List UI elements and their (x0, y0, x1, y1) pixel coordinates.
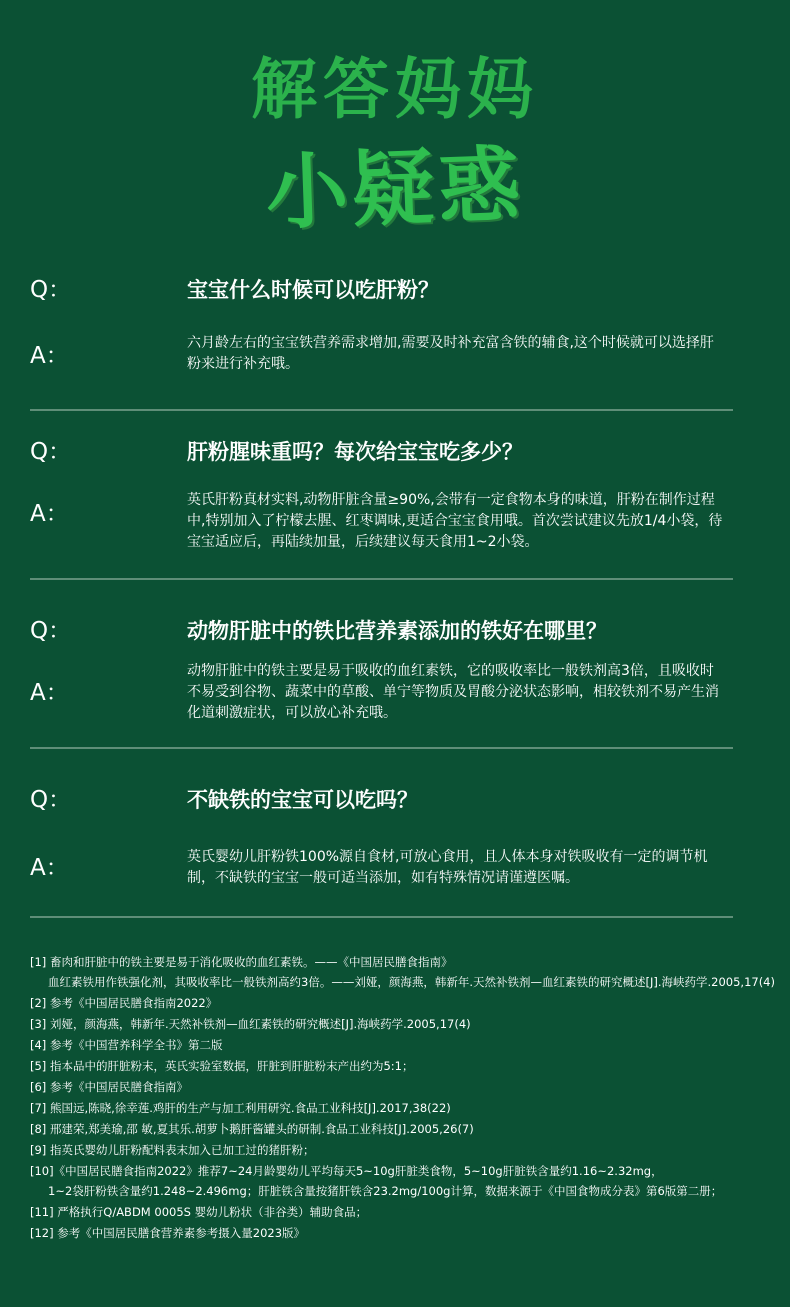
answer-label: A： (30, 855, 69, 881)
question-text: 动物肝脏中的铁比营养素添加的铁好在哪里？ (187, 619, 607, 643)
reference-text: [12] 参考《中国居民膳食营养素参考摄入量2023版》 (30, 1226, 306, 1240)
reference-text: [9] 指英氏婴幼儿肝粉配料表末加入已加工过的猪肝粉； (30, 1143, 315, 1157)
question-label: Q： (30, 618, 72, 644)
question-text: 不缺铁的宝宝可以吃吗？ (187, 788, 418, 812)
reference-text: [1] 畜肉和肝脏中的铁主要是易于消化吸收的血红素铁。——《中国居民膳食指南》 (30, 955, 453, 969)
references-list (30, 952, 775, 1244)
reference-item (30, 1056, 775, 1076)
reference-item (30, 1223, 775, 1243)
answer-label: A： (30, 343, 69, 369)
reference-item (30, 1161, 775, 1201)
reference-item (30, 1098, 775, 1118)
reference-continuation: 1~2袋肝粉铁含量约1.248~2.496mg；肝脏铁含量按猪肝铁含23.2mg/100g计算，数据来源于《中国食物成分表》第6版第二册； (48, 1184, 723, 1198)
reference-item (30, 993, 775, 1013)
reference-text: [4] 参考《中国营养科学全书》第二版 (30, 1038, 223, 1052)
reference-text: [7] 熊国远,陈晓,徐幸莲.鸡肝的生产与加工利用研究.食品工业科技[J].2017,38(22) (30, 1101, 451, 1115)
reference-text: [6] 参考《中国居民膳食指南》 (30, 1080, 188, 1094)
question-label: Q： (30, 787, 72, 813)
reference-text: [8] 邢建荣,郑美瑜,邵 敏,夏其乐.胡萝卜鹅肝酱罐头的研制.食品工业科技[J].2005,26(7) (30, 1122, 474, 1136)
divider (30, 747, 733, 749)
reference-item (30, 1014, 775, 1034)
answer-text: 英氏婴幼儿肝粉铁100%源自食材,可放心食用，且人体本身对铁吸收有一定的调节机制，不缺铁的宝宝一般可适当添加，如有特殊情况请谨遵医嘱。 (187, 849, 708, 886)
reference-text: [11] 严格执行Q/ABDM 0005S 婴幼儿粉状（非谷类）辅助食品； (30, 1205, 368, 1219)
reference-continuation: 血红素铁用作铁强化剂，其吸收率比一般铁剂高约3倍。——刘娅，颜海燕，韩新年.天然补铁剂—血红素铁的研究概述[J].海峡药学.2005,17(4) (48, 975, 775, 989)
question-label: Q： (30, 439, 72, 465)
page-title: 解答妈妈 (251, 51, 539, 128)
reference-item (30, 1140, 775, 1160)
answer-text: 六月龄左右的宝宝铁营养需求增加,需要及时补充富含铁的辅食,这个时候就可以选择肝粉来进行补充哦。 (187, 335, 714, 372)
question-text: 肝粉腥味重吗？每次给宝宝吃多少？ (187, 440, 523, 464)
divider (30, 409, 733, 411)
reference-text: [2] 参考《中国居民膳食指南2022》 (30, 996, 218, 1010)
answer-text: 英氏肝粉真材实料,动物肝脏含量≥90%,会带有一定食物本身的味道，肝粉在制作过程中,特别加入了柠檬去腥、红枣调味,更适合宝宝食用哦。首次尝试建议先放1/4小袋，待宝宝适应后，再陆续加量，后续建议每天食用1~2小袋。 (187, 492, 723, 550)
reference-item (30, 1202, 775, 1222)
page-subtitle: 小疑惑 (264, 137, 526, 242)
divider (30, 916, 733, 918)
answer-text: 动物肝脏中的铁主要是易于吸收的血红素铁，它的吸收率比一般铁剂高3倍，且吸收时不易受到谷物、蔬菜中的草酸、单宁等物质及胃酸分泌状态影响，相较铁剂不易产生消化道刺激症状，可以放心补充哦。 (187, 663, 719, 721)
answer-label: A： (30, 501, 69, 527)
divider (30, 578, 733, 580)
reference-text: [3] 刘娅，颜海燕，韩新年.天然补铁剂—血红素铁的研究概述[J].海峡药学.2005,17(4) (30, 1017, 471, 1031)
question-text: 宝宝什么时候可以吃肝粉？ (187, 278, 439, 302)
question-label: Q： (30, 277, 72, 303)
reference-item (30, 1035, 775, 1055)
reference-item (30, 952, 775, 992)
reference-item (30, 1077, 775, 1097)
reference-item (30, 1119, 775, 1139)
reference-text: [5] 指本品中的肝脏粉末，英氏实验室数据，肝脏到肝脏粉末产出约为5:1； (30, 1059, 414, 1073)
reference-text: [10]《中国居民膳食指南2022》推荐7~24月龄婴幼儿平均每天5~10g肝脏类食物，5~10g肝脏铁含量约1.16~2.32mg， (30, 1164, 663, 1178)
answer-label: A： (30, 680, 69, 706)
